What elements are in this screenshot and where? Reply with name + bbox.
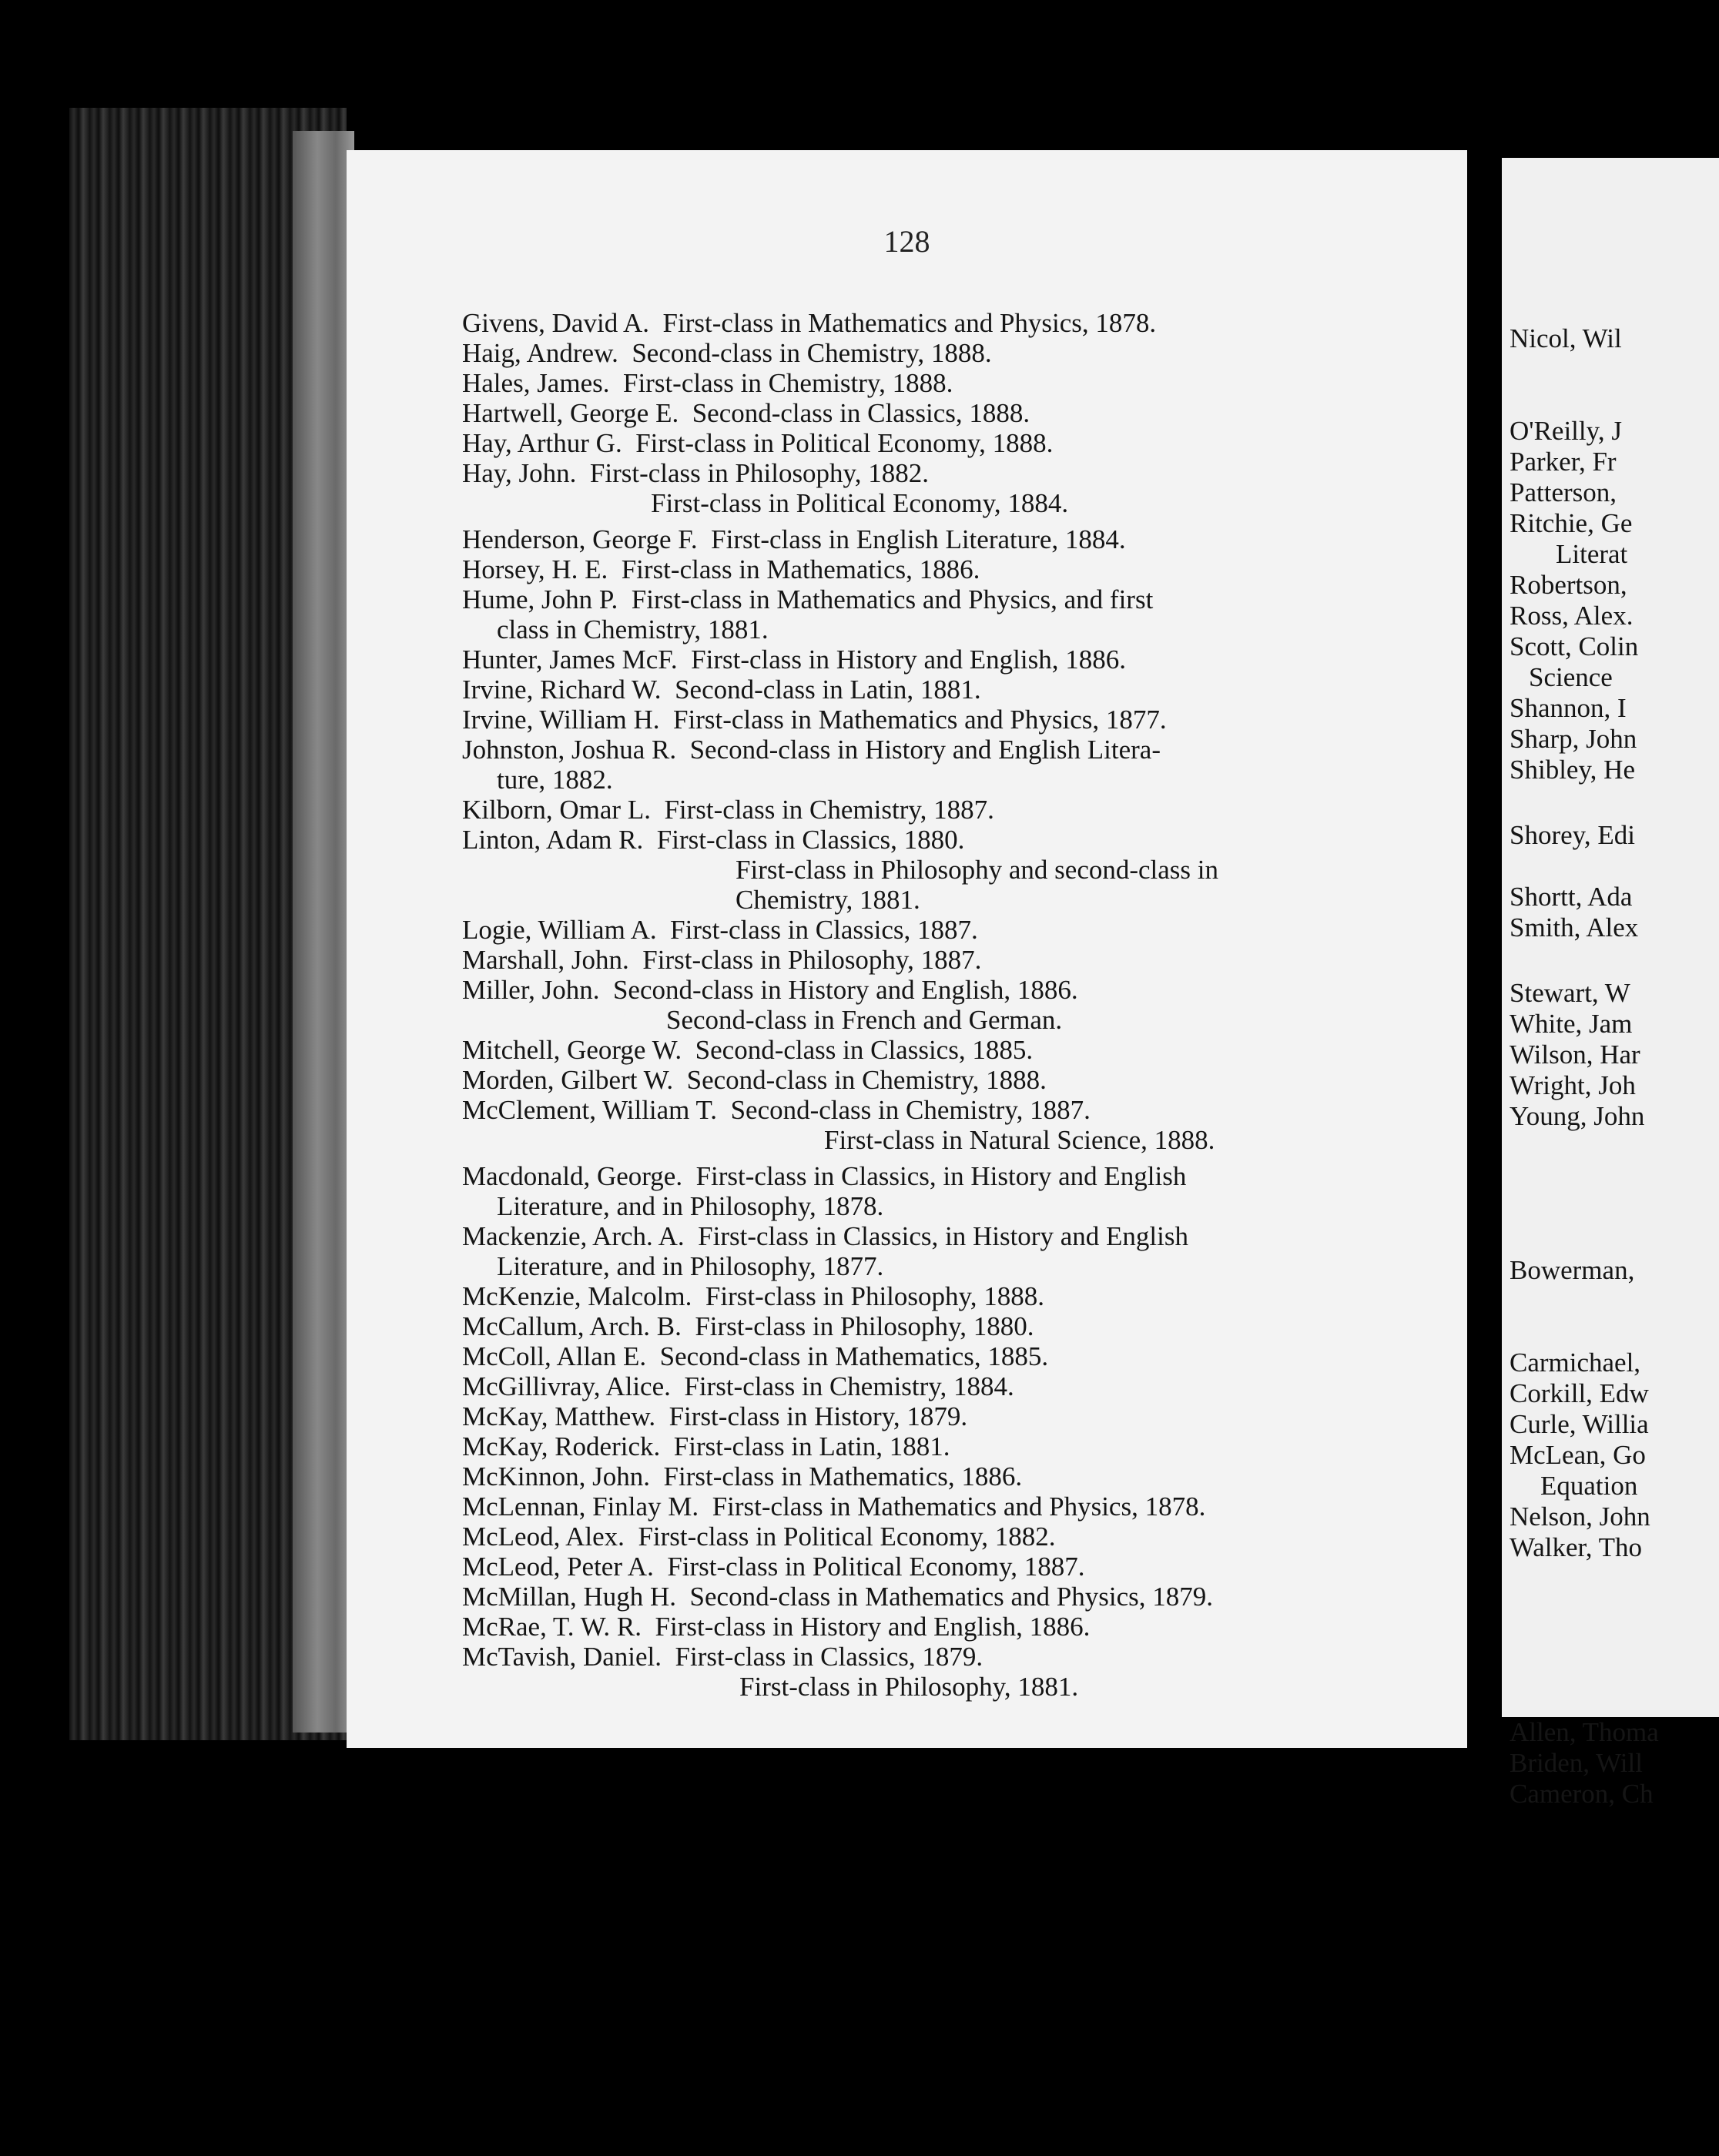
right-page-entry: Scott, Colin [1510, 631, 1639, 661]
entry-honours: First-class in History and English, 1886. [677, 644, 1126, 675]
list-item [462, 428, 1417, 458]
entry-honours: First-class in Philosophy, 1888. [692, 1281, 1044, 1311]
entry-line [462, 1642, 1417, 1672]
entry-honours: First-class in Mathematics and Physics, 1878. [649, 308, 1157, 338]
list-item [462, 584, 1417, 644]
entry-honours: First-class in History and English, 1886. [642, 1612, 1091, 1642]
right-page-entry: Shannon, I [1510, 693, 1627, 723]
entry-honours: First-class in Chemistry, 1887. [650, 795, 994, 825]
entry-honours: Second-class in Chemistry, 1887. [717, 1095, 1091, 1125]
right-page-entry: Shibley, He [1510, 755, 1635, 785]
entry-name: McLeod, Alex. [462, 1522, 625, 1552]
entry-continuation: ture, 1882. [497, 765, 613, 795]
entry-honours: Second-class in History and English Litera- [676, 735, 1161, 765]
entry-name: McLennan, Finlay M. [462, 1491, 699, 1522]
list-item [462, 915, 1417, 945]
entry-line [462, 1371, 1417, 1401]
right-page-entry: Briden, Will [1510, 1748, 1643, 1778]
right-page-entry: McLean, Go [1510, 1440, 1646, 1470]
right-page-entry: Literat [1556, 539, 1628, 569]
entry-name: Mackenzie, Arch. A. [462, 1221, 685, 1251]
entry-honours: Second-class in Latin, 1881. [661, 675, 981, 705]
entry-continuation: Second-class in French and German. [666, 1005, 1063, 1035]
entry-honours: Second-class in History and English, 1886. [599, 975, 1078, 1005]
list-item [462, 398, 1417, 428]
list-item [462, 1552, 1417, 1582]
entry-name: McCallum, Arch. B. [462, 1311, 682, 1341]
entry-line [462, 368, 1417, 398]
right-page-entry: Corkill, Edw [1510, 1378, 1649, 1408]
entry-honours: First-class in Mathematics, 1886. [650, 1461, 1023, 1491]
list-item [462, 524, 1417, 554]
list-item [462, 795, 1417, 825]
entry-name: McKinnon, John. [462, 1461, 651, 1491]
entry-name: McColl, Allan E. [462, 1341, 647, 1371]
right-page-entry: Curle, Willia [1510, 1409, 1649, 1439]
entry-honours: First-class in Chemistry, 1884. [670, 1371, 1014, 1401]
entry-name: Miller, John. [462, 975, 600, 1005]
right-page-entry: Young, John [1510, 1101, 1645, 1131]
entry-line [462, 338, 1417, 368]
list-item [462, 1281, 1417, 1311]
entry-name: McMillan, Hugh H. [462, 1582, 677, 1612]
entry-line [462, 1035, 1417, 1065]
entry-line [462, 398, 1417, 428]
entry-honours: First-class in Political Economy, 1888. [622, 428, 1054, 458]
entry-line [462, 1612, 1417, 1642]
entry-line [462, 428, 1417, 458]
entry-line [462, 584, 1417, 614]
entry-honours: First-class in Classics, in History and English [682, 1161, 1187, 1191]
entry-continuation: First-class in Natural Science, 1888. [824, 1125, 1215, 1155]
entry-honours: Second-class in Mathematics and Physics, 1879. [676, 1582, 1214, 1612]
right-page-entry: Cameron, Ch [1510, 1779, 1654, 1809]
entry-honours: First-class in History, 1879. [655, 1401, 968, 1431]
entry-continuation: First-class in Philosophy and second-class in [736, 855, 1219, 885]
entry-name: Kilborn, Omar L. [462, 795, 651, 825]
entry-name: Hume, John P. [462, 584, 618, 614]
list-item [462, 1582, 1417, 1612]
entry-name: Mitchell, George W. [462, 1035, 682, 1065]
list-item [462, 1461, 1417, 1491]
entry-continuation: class in Chemistry, 1881. [497, 614, 769, 644]
right-page-entry: Shorey, Edi [1510, 820, 1635, 850]
entry-honours: First-class in Political Economy, 1887. [653, 1552, 1085, 1582]
entry-continuation: Chemistry, 1881. [736, 885, 920, 915]
entry-name: McKay, Roderick. [462, 1431, 661, 1461]
entry-line [462, 458, 1417, 488]
entry-honours: Second-class in Classics, 1888. [679, 398, 1030, 428]
entry-line [462, 644, 1417, 675]
right-page-entry: Bowerman, [1510, 1255, 1635, 1285]
entry-line [462, 1461, 1417, 1491]
entry-line [462, 1522, 1417, 1552]
list-item [462, 554, 1417, 584]
right-page-entry: Shortt, Ada [1510, 882, 1633, 912]
page-number: 128 [883, 224, 930, 259]
entry-honours: First-class in Chemistry, 1888. [609, 368, 953, 398]
entry-name: Haig, Andrew. [462, 338, 618, 368]
entry-continuation: First-class in Political Economy, 1884. [651, 488, 1069, 518]
entry-name: Marshall, John. [462, 945, 629, 975]
list-item [462, 1522, 1417, 1552]
list-item [462, 945, 1417, 975]
entry-line [462, 1582, 1417, 1612]
list-item [462, 735, 1417, 795]
entry-line [462, 308, 1417, 338]
entry-line [462, 524, 1417, 554]
list-item [462, 1642, 1417, 1702]
entry-name: Morden, Gilbert W. [462, 1065, 674, 1095]
list-item [462, 1095, 1417, 1155]
right-page-entry: Smith, Alex [1510, 912, 1639, 942]
list-item [462, 1341, 1417, 1371]
right-page-entry: O'Reilly, J [1510, 416, 1622, 446]
entry-name: Henderson, George F. [462, 524, 698, 554]
entry-continuation: Literature, and in Philosophy, 1878. [497, 1191, 884, 1221]
entry-continuation: First-class in Philosophy, 1881. [739, 1672, 1079, 1702]
right-page-entry: Nicol, Wil [1510, 323, 1622, 353]
entry-name: McKay, Matthew. [462, 1401, 656, 1431]
list-item [462, 705, 1417, 735]
entry-honours: First-class in Philosophy, 1887. [628, 945, 982, 975]
list-item [462, 1612, 1417, 1642]
list-item [462, 1431, 1417, 1461]
entry-honours: First-class in Classics, in History and English [684, 1221, 1188, 1251]
entry-line [462, 1401, 1417, 1431]
entry-line [462, 675, 1417, 705]
right-page-entry: Walker, Tho [1510, 1532, 1643, 1562]
entry-honours: First-class in Classics, 1887. [656, 915, 978, 945]
entry-name: Hunter, James McF. [462, 644, 678, 675]
entry-line [462, 795, 1417, 825]
entry-name: Givens, David A. [462, 308, 650, 338]
right-page-entry: Sharp, John [1510, 724, 1637, 754]
entry-line [462, 705, 1417, 735]
right-page-entry: Wilson, Har [1510, 1040, 1640, 1070]
entry-name: Logie, William A. [462, 915, 657, 945]
entry-name: Hales, James. [462, 368, 610, 398]
entry-continuation: Literature, and in Philosophy, 1877. [497, 1251, 884, 1281]
list-item [462, 308, 1417, 338]
list-item [462, 1035, 1417, 1065]
entry-name: Linton, Adam R. [462, 825, 644, 855]
entry-line [462, 735, 1417, 765]
entry-line [462, 945, 1417, 975]
entry-honours: Second-class in Chemistry, 1888. [618, 338, 992, 368]
entry-name: McGillivray, Alice. [462, 1371, 671, 1401]
right-page-entry: Robertson, [1510, 570, 1627, 600]
right-page-entry: Ross, Alex. [1510, 601, 1634, 631]
entry-line [462, 1065, 1417, 1095]
entry-line [462, 1491, 1417, 1522]
entry-honours: First-class in Mathematics and Physics, 1877. [659, 705, 1167, 735]
entry-honours: Second-class in Chemistry, 1888. [673, 1065, 1047, 1095]
entry-line [462, 1161, 1417, 1191]
entry-name: Hartwell, George E. [462, 398, 679, 428]
entry-line [462, 975, 1417, 1005]
entry-name: Irvine, William H. [462, 705, 660, 735]
entry-honours: First-class in Classics, 1879. [662, 1642, 983, 1672]
entry-name: Hay, John. [462, 458, 577, 488]
entry-name: Horsey, H. E. [462, 554, 608, 584]
entry-honours: First-class in Classics, 1880. [643, 825, 965, 855]
page-edges [293, 131, 354, 1732]
right-page-entry: Equation [1540, 1471, 1638, 1501]
list-item [462, 825, 1417, 915]
entry-honours: First-class in English Literature, 1884. [697, 524, 1126, 554]
entry-name: Macdonald, George. [462, 1161, 683, 1191]
entry-line [462, 1431, 1417, 1461]
list-item [462, 1161, 1417, 1221]
right-page [1502, 158, 1719, 1809]
entry-name: Johnston, Joshua R. [462, 735, 677, 765]
right-page-entry: Science [1529, 662, 1613, 692]
entry-line [462, 1221, 1417, 1251]
list-item [462, 368, 1417, 398]
right-page-entry: Nelson, John [1510, 1502, 1650, 1532]
entry-honours: First-class in Philosophy, 1880. [681, 1311, 1034, 1341]
entry-line [462, 1281, 1417, 1311]
list-item [462, 1221, 1417, 1281]
entry-name: Irvine, Richard W. [462, 675, 662, 705]
right-page-entry: Stewart, W [1510, 978, 1630, 1008]
entry-line [462, 1341, 1417, 1371]
right-page-entry: Allen, Thoma [1510, 1717, 1659, 1747]
entry-name: McClement, William T. [462, 1095, 718, 1125]
entry-line [462, 1311, 1417, 1341]
list-item [462, 1491, 1417, 1522]
list-item [462, 1371, 1417, 1401]
entry-name: Hay, Arthur G. [462, 428, 622, 458]
list-item [462, 1401, 1417, 1431]
right-page-entry: Patterson, [1510, 477, 1617, 507]
entry-honours: Second-class in Mathematics, 1885. [646, 1341, 1049, 1371]
entry-name: McTavish, Daniel. [462, 1642, 662, 1672]
list-item [462, 458, 1417, 518]
list-item [462, 1311, 1417, 1341]
entry-honours: First-class in Political Economy, 1882. [624, 1522, 1056, 1552]
entry-line [462, 1095, 1417, 1125]
entry-line [462, 825, 1417, 855]
entry-honours: First-class in Mathematics and Physics, 1878. [699, 1491, 1206, 1522]
entry-honours: Second-class in Classics, 1885. [682, 1035, 1034, 1065]
right-page-entry: Ritchie, Ge [1510, 508, 1633, 538]
list-item [462, 644, 1417, 675]
right-page-entry: Wright, Joh [1510, 1070, 1636, 1100]
list-item [462, 1065, 1417, 1095]
entry-honours: First-class in Philosophy, 1882. [576, 458, 930, 488]
entry-name: McRae, T. W. R. [462, 1612, 642, 1642]
right-page-entry: Carmichael, [1510, 1348, 1641, 1378]
entry-name: McLeod, Peter A. [462, 1552, 654, 1582]
list-item [462, 338, 1417, 368]
entry-list [462, 308, 1417, 1702]
entry-line [462, 554, 1417, 584]
list-item [462, 675, 1417, 705]
right-page-entry: Parker, Fr [1510, 447, 1617, 477]
entry-line [462, 915, 1417, 945]
entry-name: McKenzie, Malcolm. [462, 1281, 692, 1311]
entry-line [462, 1552, 1417, 1582]
right-page-entry: White, Jam [1510, 1009, 1633, 1039]
entry-honours: First-class in Latin, 1881. [660, 1431, 950, 1461]
list-item [462, 975, 1417, 1035]
entry-honours: First-class in Mathematics and Physics, and first [618, 584, 1154, 614]
entry-honours: First-class in Mathematics, 1886. [608, 554, 980, 584]
